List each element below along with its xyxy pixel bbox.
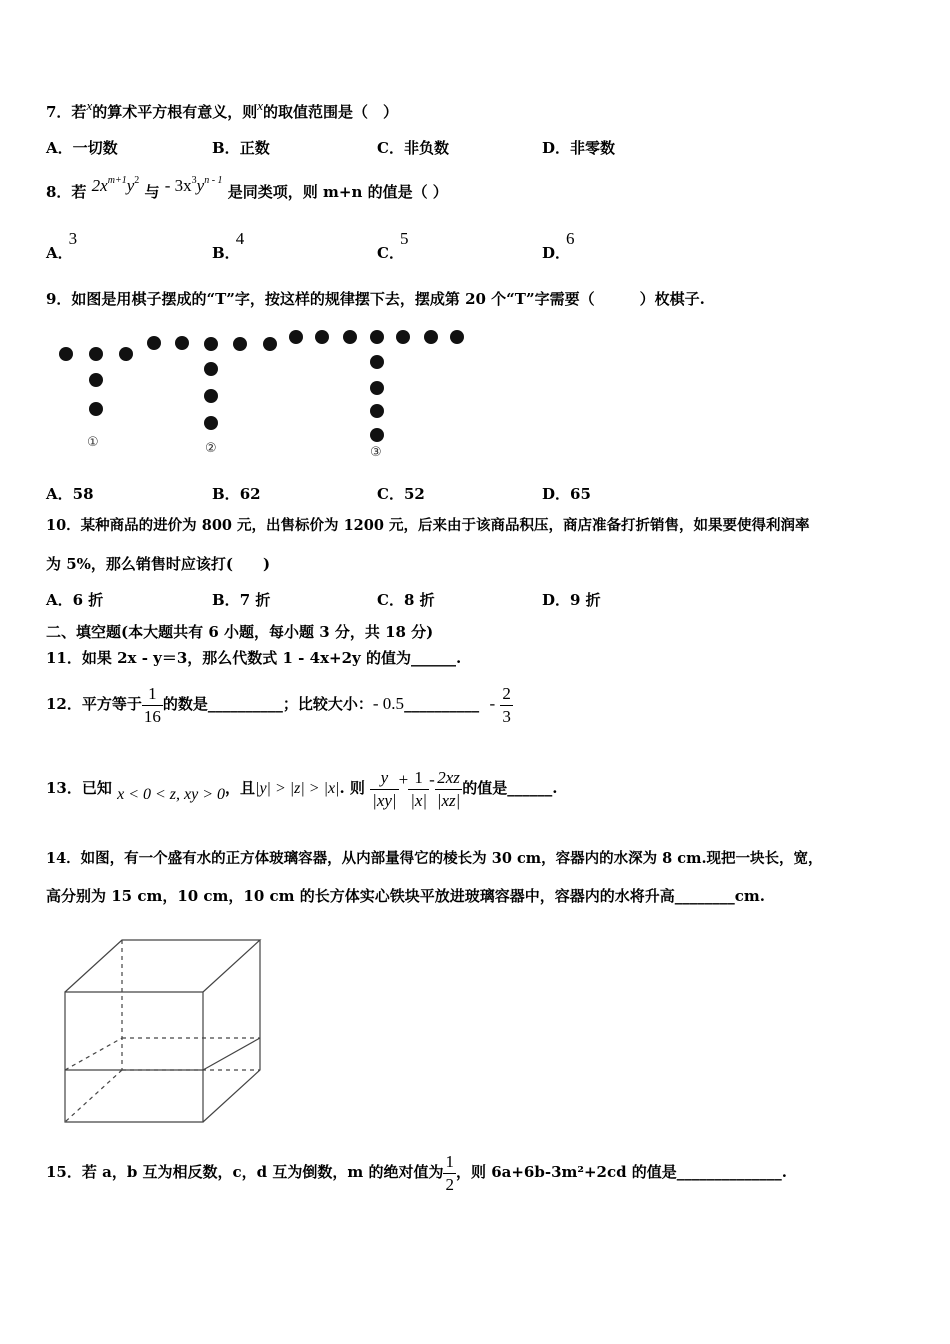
q13-f2-den: |x|: [410, 790, 428, 810]
q8-term2: [165, 176, 223, 195]
q8-option-d[interactable]: [542, 229, 579, 262]
q8-post: 是同类项，则 m+n 的值是（ ）: [227, 183, 448, 201]
q7-option-b-letter: B．: [212, 139, 240, 157]
q13-fraction-3: [435, 767, 463, 812]
q13-mid1: ，且: [225, 779, 256, 797]
q7-mid: 的算术平方根有意义，则: [92, 103, 258, 121]
q7-option-c[interactable]: [377, 137, 449, 158]
q7-post: 的取值范围是（ ）: [263, 103, 399, 121]
q8-option-c[interactable]: [377, 229, 412, 262]
q10-option-a[interactable]: [46, 589, 103, 610]
q9-label-3: ③: [370, 445, 382, 460]
q9-label-1: ①: [87, 435, 99, 450]
q9-stem: 9．如图是用棋子摆成的“T”字，按这样的规律摆下去，摆成第 20 个“T”字需要（ ）枚棋子.: [46, 290, 705, 308]
q9-option-d-letter: D．: [542, 485, 571, 503]
q9-option-d[interactable]: [542, 483, 591, 504]
q13-f3-den: |xz|: [436, 790, 461, 810]
q13-condition: x < 0 < z, xy > 0: [117, 786, 226, 803]
q9-option-d-text: 65: [570, 485, 591, 503]
q10-option-a-text: 6 折: [72, 591, 104, 609]
q8-option-d-value: 6: [566, 229, 575, 248]
q14-line2: 高分别为 15 cm，10 cm，10 cm 的长方体实心铁块平放进玻璃容器中，容器内的水将升高________cm.: [46, 887, 765, 905]
q10-line2: 为 5%，那么销售时应该打( ): [46, 555, 271, 573]
q9-piece: [119, 347, 133, 361]
q7-option-c-letter: C．: [377, 139, 404, 157]
q8-sup3: 3: [191, 175, 197, 186]
q13-fraction-1: [370, 767, 398, 812]
q10-line1: 10．某种商品的进价为 800 元，出售标价为 1200 元，后来由于该商品积压，商店准备打折销售，如果要使得利润率: [46, 517, 810, 534]
q7-option-c-text: 非负数: [403, 139, 449, 157]
q8-option-b-value: 4: [235, 229, 245, 248]
q9-piece: [315, 330, 329, 344]
q7-var2: x: [257, 98, 264, 113]
q9-option-c-text: 52: [403, 485, 425, 503]
q9-piece: [204, 389, 218, 403]
q8-option-a-letter: A．: [46, 244, 73, 262]
q10-option-d-letter: D．: [542, 591, 571, 609]
q7-option-a-letter: A．: [46, 139, 73, 157]
q13-fraction-2: [408, 767, 429, 812]
q7-option-b[interactable]: [212, 137, 270, 158]
q13-f1-den: |xy|: [372, 790, 397, 810]
q12-mid: 的数是__________；比较大小：: [162, 695, 373, 713]
q12-blank[interactable]: __________: [404, 695, 480, 713]
q8-sup1: m+1: [107, 175, 127, 186]
q9-piece: [89, 347, 103, 361]
q10-option-d[interactable]: [542, 589, 601, 610]
q8-yu: 与: [144, 183, 160, 201]
q9-option-b[interactable]: [212, 483, 261, 504]
q9-piece: [289, 330, 303, 344]
q15-pre: 15．若 a，b 互为相反数，c，d 互为倒数，m 的绝对值为: [46, 1163, 444, 1181]
q9-piece: [263, 337, 277, 351]
q9-piece: [59, 347, 73, 361]
q9-option-a-letter: A．: [46, 485, 73, 503]
q12-numerator-2: 2: [500, 683, 513, 706]
q10-option-c-letter: C．: [377, 591, 404, 609]
q13-stem: [46, 766, 558, 812]
q15-stem: [46, 1150, 787, 1196]
q10-option-d-text: 9 折: [570, 591, 601, 609]
q10-option-a-letter: A．: [46, 591, 73, 609]
q9-piece: [204, 362, 218, 376]
q8-pre: 8．若: [46, 183, 87, 201]
q11-stem: 11．如果 2x - y＝3，那么代数式 1 - 4x+2y 的值为______.: [46, 649, 462, 667]
q15-post: ，则 6a+6b-3m²+2cd 的值是______________.: [455, 1163, 788, 1181]
q12-pre: 12．平方等于: [46, 695, 142, 713]
q15-fraction: [443, 1151, 456, 1196]
q9-option-a-text: 58: [72, 485, 94, 503]
section-title: 二、填空题(本大题共有 6 小题，每小题 3 分，共 18 分): [46, 623, 434, 641]
q7-option-a-text: 一切数: [72, 139, 118, 157]
q13-inequality: |y| > |z| > |x|: [255, 780, 340, 797]
q13-plus: +: [398, 770, 409, 789]
q10-option-b-text: 7 折: [239, 591, 271, 609]
q9-piece: [370, 330, 384, 344]
water-level-right: [203, 1038, 260, 1070]
q8-y2: y: [196, 176, 205, 195]
q8-sup4: n - 1: [204, 175, 223, 186]
q14-cube-figure: [55, 930, 275, 1130]
q9-piece: [370, 355, 384, 369]
q13-f1-num: y: [370, 767, 398, 790]
q9-piece: [396, 330, 410, 344]
q12-fraction-2: [500, 683, 513, 728]
q9-option-b-letter: B．: [212, 485, 240, 503]
q12-numerator: 1: [142, 683, 163, 706]
q12-stem: [46, 682, 513, 728]
q7-option-d-text: 非零数: [570, 139, 616, 157]
q9-piece: [450, 330, 464, 344]
q9-label-2: ②: [205, 441, 217, 456]
q8-y1: y: [126, 176, 135, 195]
q12-denominator-2: 3: [502, 706, 511, 726]
q14-line1: 14．如图，有一个盛有水的正方体玻璃容器，从内部量得它的棱长为 30 cm，容器内的水深为 8 cm.现把一块长，宽，: [46, 850, 823, 867]
q9-piece: [175, 336, 189, 350]
q9-piece: [370, 381, 384, 395]
q9-piece: [147, 336, 161, 350]
q10-option-c-text: 8 折: [403, 591, 435, 609]
q8-option-a-value: 3: [68, 229, 78, 248]
q9-piece: [204, 416, 218, 430]
q9-piece: [370, 428, 384, 442]
q8-option-b-letter: B．: [212, 244, 240, 262]
q10-option-b-letter: B．: [212, 591, 240, 609]
q7-option-d-letter: D．: [542, 139, 571, 157]
q7-stem: [46, 98, 399, 123]
cube-top-edges: [65, 940, 260, 992]
cube-right-edges: [203, 940, 260, 1122]
q9-piece: [233, 337, 247, 351]
q13-pre: 13．已知: [46, 779, 112, 797]
q7-option-d[interactable]: [542, 137, 615, 158]
q7-pre: 7．若: [46, 103, 87, 121]
q12-denominator: 16: [143, 706, 161, 726]
q12-neg-sign: -: [489, 694, 496, 713]
q13-f3-num: 2xz: [435, 767, 463, 790]
q8-option-a[interactable]: [46, 229, 81, 262]
q8-expr2: - 3x: [164, 176, 192, 195]
q9-piece: [89, 402, 103, 416]
q12-value: - 0.5: [372, 694, 405, 713]
q9-option-b-text: 62: [239, 485, 261, 503]
q15-denominator: 2: [445, 1174, 454, 1194]
q9-piece: [424, 330, 438, 344]
q7-var1: x: [86, 98, 93, 113]
q13-f2-num: 1: [408, 767, 429, 790]
q10-option-c[interactable]: [377, 589, 435, 610]
q7-option-b-text: 正数: [239, 139, 270, 157]
q13-post: 的值是______.: [462, 779, 558, 797]
q8-term1: [92, 176, 140, 195]
q8-stem: [46, 175, 448, 209]
q9-option-a[interactable]: [46, 483, 94, 504]
q8-option-c-value: 5: [399, 229, 409, 248]
q8-option-c-letter: C．: [377, 244, 404, 262]
q8-sup2: 2: [134, 175, 140, 186]
q8-option-d-letter: D．: [542, 244, 571, 262]
q13-minus: -: [429, 770, 435, 789]
q9-piece: [343, 330, 357, 344]
q13-mid2: . 则: [339, 779, 365, 797]
q9-piece: [370, 404, 384, 418]
q15-numerator: 1: [443, 1151, 456, 1174]
q9-option-c-letter: C．: [377, 485, 404, 503]
q9-piece: [204, 337, 218, 351]
q7-option-a[interactable]: [46, 137, 118, 158]
q8-option-b[interactable]: [212, 229, 248, 262]
water-level-left: [65, 1038, 122, 1070]
q9-piece: [89, 373, 103, 387]
cube-hidden-edge: [65, 1070, 122, 1122]
q8-expr1: 2x: [91, 176, 108, 195]
q12-fraction: [142, 683, 163, 728]
q9-option-c[interactable]: [377, 483, 425, 504]
q10-option-b[interactable]: [212, 589, 270, 610]
